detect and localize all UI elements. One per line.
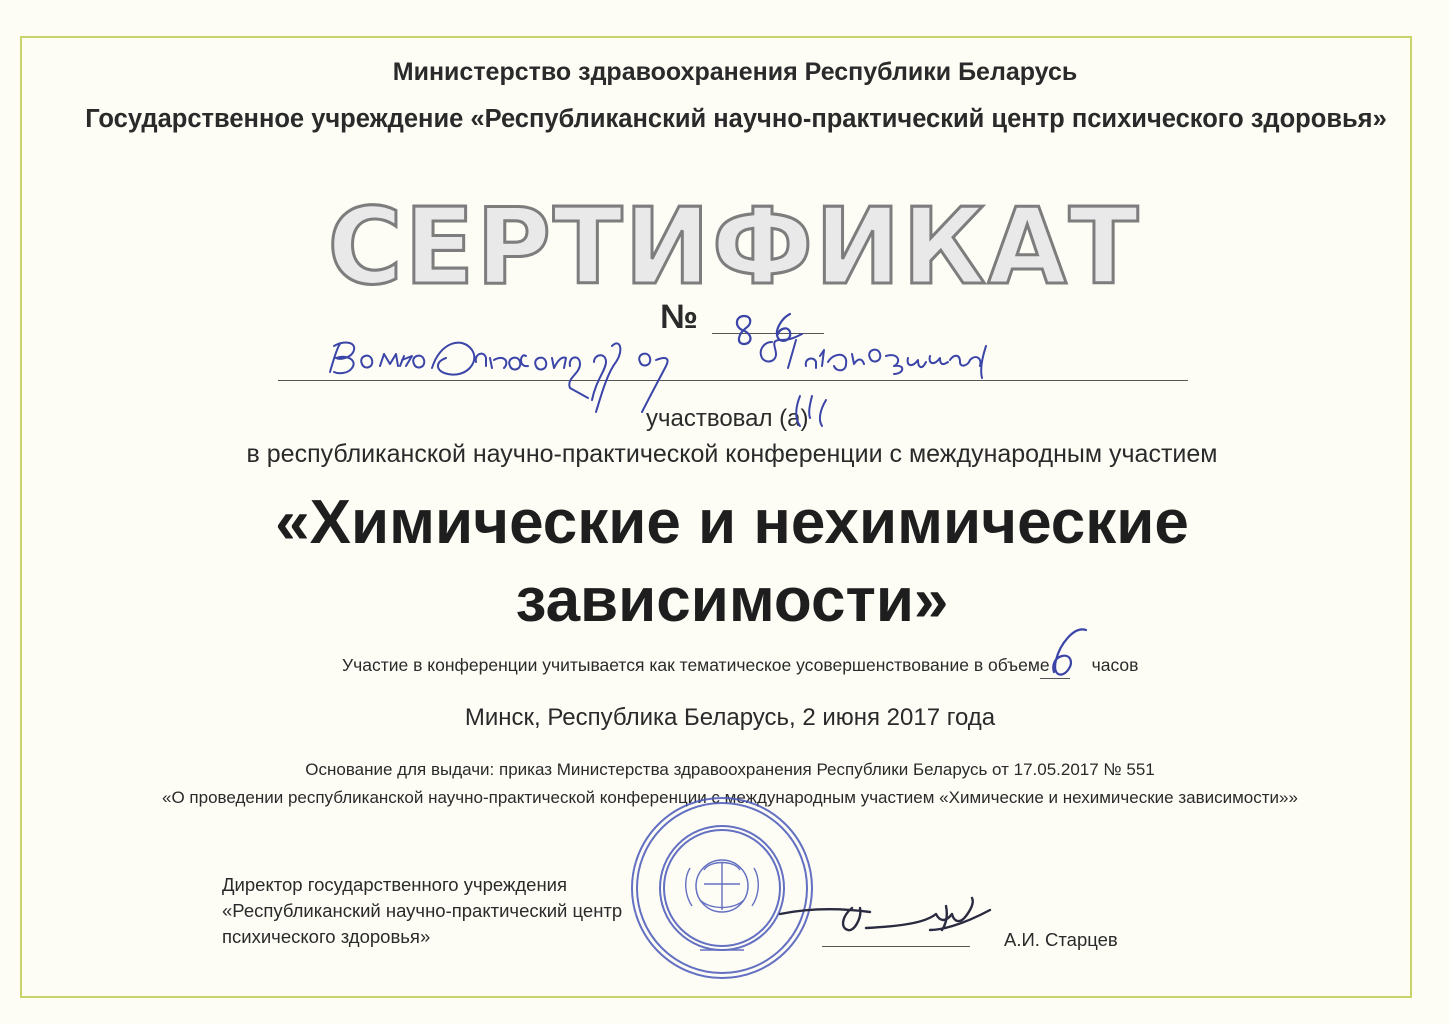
hours-underline <box>1040 678 1070 679</box>
certificate-title: СЕРТИФИКАТ <box>327 186 1141 309</box>
director-line-3: психического здоровья» <box>222 926 431 947</box>
institution-heading: Государственное учреждение «Республиканский научно-практический центр психического здоровья» <box>85 105 1387 133</box>
participated-text: участвовал (а) <box>646 405 809 432</box>
director-line-1: Директор государственного учреждения <box>222 874 568 895</box>
number-label: № <box>660 298 698 336</box>
place-date: Минск, Республика Беларусь, 2 июня 2017 года <box>464 704 996 731</box>
hours-statement <box>342 655 1138 676</box>
signer-name: А.И. Старцев <box>1004 929 1118 950</box>
conference-title <box>0 484 1449 640</box>
signature-underline <box>822 946 970 947</box>
director-line-2: «Республиканский научно-практический центр <box>222 900 623 921</box>
conference-title-line2: зависимости» <box>515 566 949 635</box>
hours-text: Участие в конференции учитывается как тематическое усовершенствование в объеме <box>342 655 1050 675</box>
conference-intro: в республиканской научно-практической конференции с международным участием <box>246 440 1218 468</box>
director-block <box>222 872 622 950</box>
conference-title-line1: «Химические и нехимические <box>275 488 1189 557</box>
basis-line-1: Основание для выдачи: приказ Министерства здравоохранения Республики Беларусь от 17.05.2017 № 551 <box>305 760 1155 779</box>
ministry-heading: Министерство здравоохранения Республики Беларусь <box>392 58 1078 86</box>
name-underline <box>278 380 1188 381</box>
number-underline <box>712 333 824 334</box>
hours-unit: часов <box>1091 655 1139 675</box>
basis-line-2: «О проведении республиканской научно-практической конференции с международным участием «Химические и нехимические зависимости»» <box>162 788 1298 807</box>
